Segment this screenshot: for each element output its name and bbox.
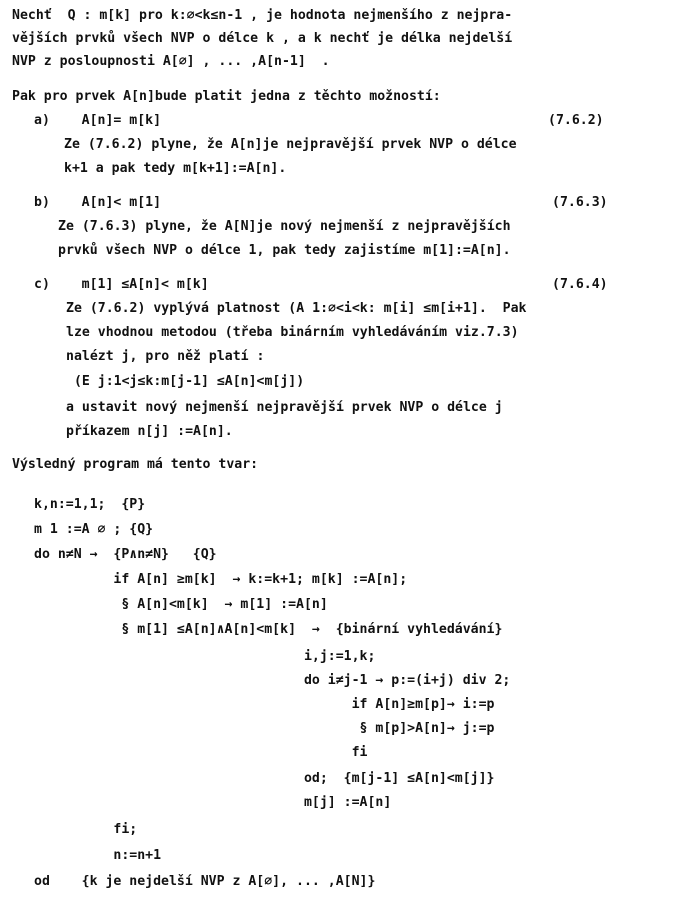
case-a-equation-number: (7.6.2)	[548, 113, 604, 128]
case-b-equation-number: (7.6.3)	[552, 195, 608, 210]
case-a-head: a) A[n]= m[k]	[34, 113, 162, 128]
intro-line-2: vějších prvků všech NVP o délce k , a k nechť je délka nejdelší	[12, 31, 513, 46]
program-line-4: if A[n] ≥m[k] → k:=k+1; m[k] :=A[n];	[34, 572, 408, 587]
program-line-17: od {k je nejdelší NVP z A[∅], ... ,A[N]}	[34, 874, 376, 889]
case-c-line-2: lze vhodnou metodou (třeba binárním vyhledáváním viz.7.3)	[66, 325, 519, 340]
case-c-line-5: a ustavit nový nejmenší nejpravější prvek NVP o délce j	[66, 400, 503, 415]
program-line-10: § m[p]>A[n]→ j:=p	[34, 721, 495, 736]
case-c-line-6: příkazem n[j] :=A[n].	[66, 424, 233, 439]
case-c-line-4: (E j:1<j≤k:m[j-1] ≤A[n]<m[j])	[66, 374, 305, 389]
case-b-head: b) A[n]< m[1]	[34, 195, 162, 210]
cases-lead: Pak pro prvek A[n]bude platit jedna z těchto možností:	[12, 89, 441, 104]
program-line-9: if A[n]≥m[p]→ i:=p	[34, 697, 495, 712]
program-line-2: m 1 :=A ∅ ; {Q}	[34, 522, 154, 537]
program-line-1: k,n:=1,1; {P}	[34, 497, 146, 512]
case-a-line-1: Ze (7.6.2) plyne, že A[n]je nejpravější prvek NVP o délce	[64, 137, 517, 152]
case-b-line-2: prvků všech NVP o délce 1, pak tedy zajistíme m[1]:=A[n].	[58, 243, 511, 258]
program-lead: Výsledný program má tento tvar:	[12, 457, 259, 472]
program-line-6: § m[1] ≤A[n]∧A[n]<m[k] → {binární vyhledávání}	[34, 622, 503, 637]
program-line-16: n:=n+1	[34, 848, 162, 863]
intro-line-1: Nechť Q : m[k] pro k:∅<k≤n-1 , je hodnota nejmenšího z nejpra-	[12, 8, 513, 23]
program-line-5: § A[n]<m[k] → m[1] :=A[n]	[34, 597, 328, 612]
intro-line-3: NVP z posloupnosti A[∅] , ... ,A[n-1] .	[12, 54, 330, 69]
program-line-7: i,j:=1,k;	[34, 649, 376, 664]
case-c-line-3: nalézt j, pro něž platí :	[66, 349, 265, 364]
program-line-15: fi;	[34, 822, 138, 837]
program-line-8: do i≠j-1 → p:=(i+j) div 2;	[34, 673, 511, 688]
program-line-3: do n≠N → {P∧n≠N} {Q}	[34, 547, 217, 562]
case-c-line-1: Ze (7.6.2) vyplývá platnost (A 1:∅<i<k: m[i] ≤m[i+1]. Pak	[66, 301, 527, 316]
case-b-line-1: Ze (7.6.3) plyne, že A[N]je nový nejmenší z nejpravějších	[58, 219, 511, 234]
program-line-13: m[j] :=A[n]	[34, 795, 392, 810]
program-line-12: od; {m[j-1] ≤A[n]<m[j]}	[34, 771, 495, 786]
program-line-11: fi	[34, 745, 368, 760]
case-c-head: c) m[1] ≤A[n]< m[k]	[34, 277, 209, 292]
case-c-equation-number: (7.6.4)	[552, 277, 608, 292]
case-a-line-2: k+1 a pak tedy m[k+1]:=A[n].	[64, 161, 287, 176]
